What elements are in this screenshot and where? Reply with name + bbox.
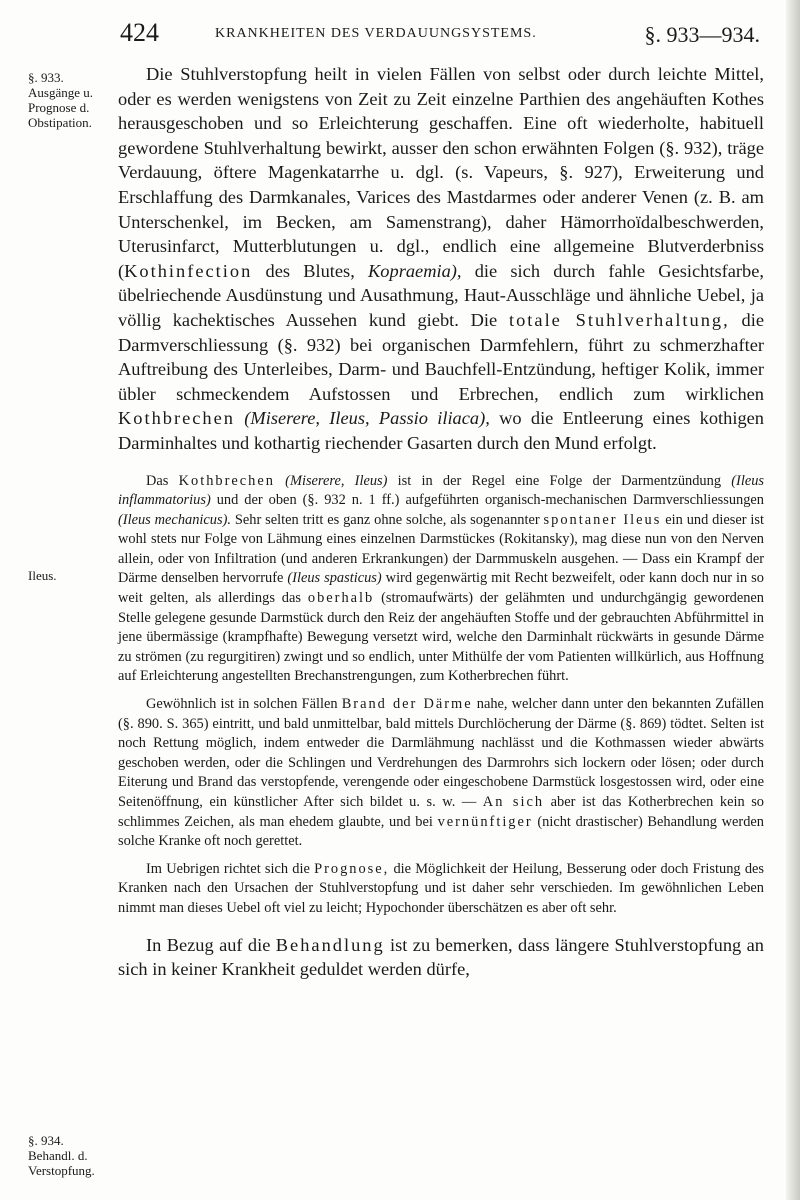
margin-note-934: §. 934. Behandl. d. Verstopfung. — [28, 1133, 95, 1178]
margin-note-ileus: Ileus. — [28, 568, 57, 583]
page-number: 424 — [120, 18, 159, 47]
page-edge-shadow — [786, 0, 800, 1200]
section-range: §. 933—934. — [644, 22, 760, 47]
paragraph-933: Die Stuhlverstopfung heilt in vielen Fällen von selbst oder durch leichte Mittel, oder es werden wenigstens von Zeit zu Zeit einzelne Parthien des angehäuften Kothes herausgeschoben und so Erleichterung geschaffen. Eine oft wiederholte, habituell gewordene Stuhlverhaltung bewirkt, ausser den schon erwähnten Folgen (§. 932), träge Verdauung, öftere Magenkatarrhe u. dgl. (s. Vapeurs, §. 927), Erweiterung und Erschlaffung des Darmkanales, Varices des Mastdarmes oder anderer Venen (z. B. am Unterschenkel, im Becken, am Samenstrang), daher Hämorrhoïdalbeschwerden, Uterusinfarct, Mutterblutungen u. dgl., endlich eine allgemeine Blutverderbniss (Kothinfection des Blutes, Kopraemia), die sich durch fahle Gesichtsfarbe, übelriechende Ausdünstung und Ausathmung, Haut-Ausschläge und ähnliche Uebel, ja völlig kachektisches Aussehen kund giebt. Die totale Stuhlverhaltung, die Darmverschliessung (§. 932) bei organischen Darmfehlern, führt zu schmerzhafter Auftreibung des Unterleibes, Darm- und Bauchfell-Entzündung, heftiger Kolik, immer übler schmeckendem Aufstossen und Erbrechen, endlich zum wirklichen Kothbrechen (Miserere, Ileus, Passio iliaca), wo die Entleerung eines kothigen Darminhaltes und kothartig riechender Gasarten durch den Mund erfolgt. — [118, 64, 764, 453]
paragraph-prognose: Im Uebrigen richtet sich die Prognose, die Möglichkeit der Heilung, Besserung oder doch Fristung des Kranken nach den Ursachen der Stuhlverstopfung und ist daher sehr verschieden. Im gewöhnlichen Leben nimmt man dieses Uebel oft viel zu leicht; Hypochonder überschätzen es aber oft sehr. — [118, 860, 764, 916]
paragraph-brand: Gewöhnlich ist in solchen Fällen Brand der Därme nahe, welcher dann unter den bekannten Zufällen (§. 890. S. 365) eintritt, und bald unmittelbar, bald mittels Durchlöcherung der Därme (§. 869) tödtet. Selten ist noch Rettung möglich, indem entweder die Darmlähmung nachlässt und die Kothmassen wieder abwärts geschoben werden, oder die Schlingen und Verdrehungen des Darmrohrs sich lockern oder lösen; oder durch Eiterung und Brand das verstopfende, verengende oder eingeschobene Darmstück losgestossen wird, oder eine Seitenöffnung, ein künstlicher After sich bildet u. s. w. — An sich aber ist das Kotherbrechen kein so schlimmes Zeichen, als man ehedem glaubte, und bei vernünftiger (nicht drastischer) Behandlung werden solche Kranke oft noch gerettet. — [118, 696, 765, 850]
paragraph-934: In Bezug auf die Behandlung ist zu bemerken, dass längere Stuhlverstopfung an sich in keiner Krankheit geduldet werden dürfe, — [118, 934, 764, 980]
running-title: KRANKHEITEN DES VERDAUUNGSYSTEMS. — [215, 26, 537, 41]
paragraph-ileus: Das Kothbrechen (Miserere, Ileus) ist in der Regel eine Folge der Darmentzündung (Ileus inflammatorius) und der oben (§. 932 n. 1 ff.) aufgeführten organisch-mechanischen Darmverschliessungen (Ileus mechanicus). Sehr selten tritt es ganz ohne solche, als sogenannter spontaner Ileus ein und dieser ist wohl stets nur Folge von Lähmung eines einzelnen Darmstückes (Rokitansky), mag diese nun von den Nerven allein, oder von Infiltration (und anderen Erkrankungen) der Darmmuskeln ausgehen. — Dass ein Krampf der Därme denselben hervorrufe (Ileus spasticus) wird gegenwärtig mit Recht bezweifelt, oder kann doch nur in so weit gelten, als allerdings das oberhalb (stromaufwärts) der gelähmten und undurchgängig gewordenen Stelle gelegene gesunde Darmstück durch den Reiz der angehäuften Stoffe und der gebrauchten Abführmittel in jene übermässige (krampfhafte) Bewegung versetzt wird, welche den Darminhalt rückwärts in gesunde Därme zu strömen (zu regurgitiren) zwingt und so endlich, unter Mithülfe der vom Patienten willkürlich, aus Hoffnung auf Erleichterung angestellten Brechanstrengungen, zum Kotherbrechen führt. — [118, 472, 765, 685]
margin-note-933: §. 933. Ausgänge u. Prognose d. Obstipation. — [28, 70, 93, 130]
running-header — [120, 18, 760, 52]
main-column — [118, 62, 764, 982]
